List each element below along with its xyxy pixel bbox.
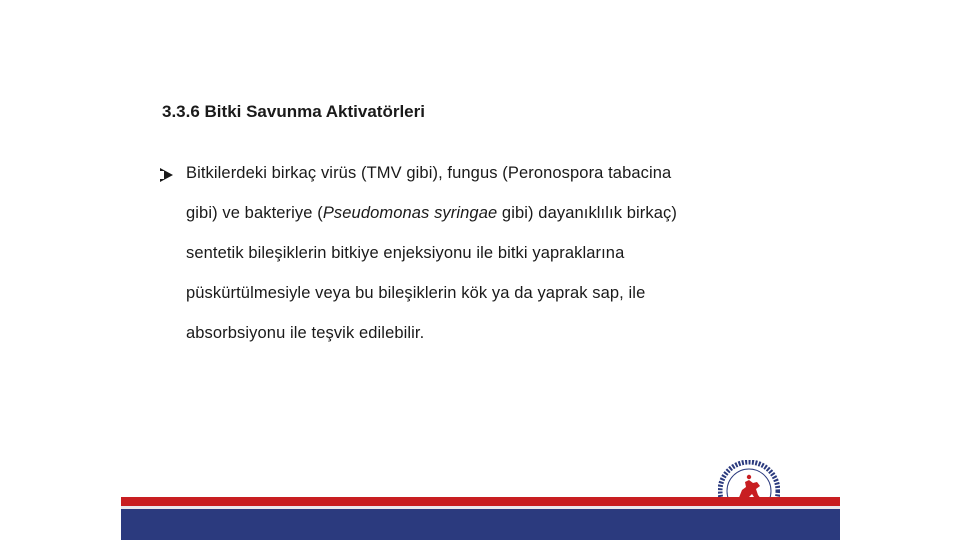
bullet-line-2-end: gibi) dayanıklılık birkaç [497,204,672,222]
slide-heading: 3.3.6 Bitki Savunma Aktivatörleri [162,102,425,121]
footer-navy-band [121,509,840,540]
bullet-line-2-start: gibi) ve bakteriye ( [186,204,323,222]
species-name: Pseudomonas syringae [322,204,498,222]
bullet-line-1: Bitkilerdeki birkaç virüs (TMV gibi), fungus (Peronospora tabacina [186,164,672,182]
bullet-line-3: sentetik bileşiklerin bitkiye enjeksiyonu ile bitki yapraklarına [186,244,625,262]
bullet-line-4: püskürtülmesiyle veya bu bileşiklerin kök ya da yaprak sap, ile [186,284,646,302]
bullet-line-2: gibi) ve bakteriye (Pseudomonas syringae gibi) dayanıklılık birkaç) [186,204,677,222]
footer-red-band [121,497,840,506]
arrow-bullet-icon [160,168,173,182]
bullet-line-5: absorbsiyonu ile teşvik edilebilir. [186,324,425,342]
